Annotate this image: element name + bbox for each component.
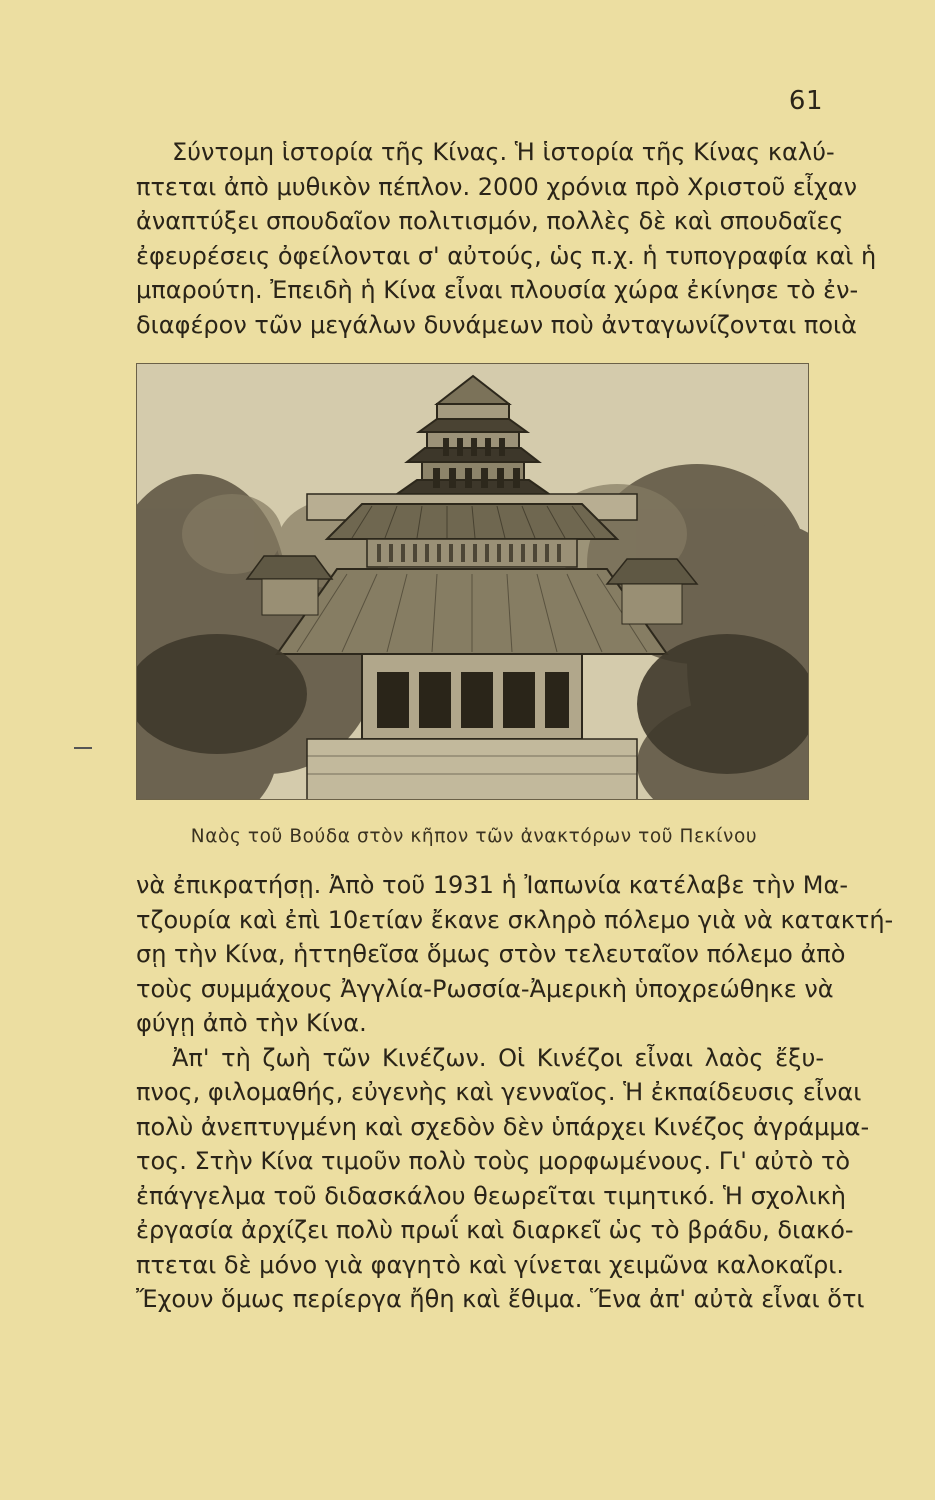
text-line: τος. Στὴν Κίνα τιμοῦν πολὺ τοὺς μορφωμένους. Γι' αὐτὸ τὸ (136, 1147, 851, 1175)
margin-mark (74, 747, 92, 749)
text-line: ἐργασία ἀρχίζει πολὺ πρωΐ καὶ διαρκεῖ ὡς τὸ βράδυ, διακό- (136, 1216, 854, 1244)
text-line: νὰ ἐπικρατήσῃ. Ἀπὸ τοῦ 1931 ἡ Ἰαπωνία κατέλαβε τὴν Μα- (136, 871, 848, 899)
text-line: ἐφευρέσεις ὀφείλονται σ' αὐτούς, ὡς π.χ. ἡ τυπογραφία καὶ ἡ (136, 241, 877, 270)
paragraph-china-history (136, 135, 877, 342)
text-line: Ἀπ' τὴ ζωὴ τῶν Κινέζων. Οἱ Κινέζοι εἶναι λαὸς ἔξυ- (172, 1043, 824, 1072)
text-line: σῃ τὴν Κίνα, ἡττηθεῖσα ὅμως στὸν τελευταῖον πόλεμο ἀπὸ (136, 940, 846, 968)
temple-illustration (137, 364, 809, 800)
temple-photo (136, 363, 809, 800)
text-line: μπαρούτη. Ἐπειδὴ ἡ Κίνα εἶναι πλουσία χώρα ἐκίνησε τὸ ἐν- (136, 276, 859, 304)
text-line: φύγῃ ἀπὸ τὴν Κίνα. (136, 1009, 367, 1037)
page-number: 61 (788, 86, 823, 116)
text-line: πτεται δὲ μόνο γιὰ φαγητὸ καὶ γίνεται χειμῶνα καλοκαῖρι. (136, 1250, 844, 1279)
text-line: πολὺ ἀνεπτυγμένη καὶ σχεδὸν δὲν ὑπάρχει Κινέζος ἀγράμμα- (136, 1112, 870, 1141)
text-line: τοὺς συμμάχους Ἀγγλία-Ρωσσία-Ἀμερικὴ ὑποχρεώθηκε νὰ (136, 974, 834, 1003)
text-line: πνος, φιλομαθής, εὐγενὴς καὶ γενναῖος. Ἡ ἐκπαίδευσις εἶναι (136, 1078, 862, 1106)
text-line: Ἔχουν ὅμως περίεργα ἤθη καὶ ἔθιμα. Ἕνα ἀπ' αὐτὰ εἶναι ὅτι (136, 1285, 865, 1313)
text-line: τζουρία καὶ ἐπὶ 10ετίαν ἔκανε σκληρὸ πόλεμο γιὰ νὰ κατακτή- (136, 905, 894, 934)
text-line: Σύντομη ἱστορία τῆς Κίνας. Ἡ ἱστορία τῆς Κίνας καλύ- (172, 138, 835, 166)
photo-caption: Ναὸς τοῦ Βούδα στὸν κῆπον τῶν ἀνακτόρων τοῦ Πεκίνου (190, 826, 758, 847)
text-line: διαφέρον τῶν μεγάλων δυνάμεων ποὺ ἀνταγωνίζονται ποιὰ (136, 310, 857, 339)
text-line: ἀναπτύξει σπουδαῖον πολιτισμόν, πολλὲς δὲ καὶ σπουδαῖες (136, 207, 844, 235)
text-line: πτεται ἀπὸ μυθικὸν πέπλον. 2000 χρόνια πρὸ Χριστοῦ εἶχαν (136, 172, 858, 201)
text-line: ἐπάγγελμα τοῦ διδασκάλου θεωρεῖται τιμητικό. Ἡ σχολικὴ (136, 1181, 847, 1210)
paragraph-china-war (136, 868, 894, 1317)
